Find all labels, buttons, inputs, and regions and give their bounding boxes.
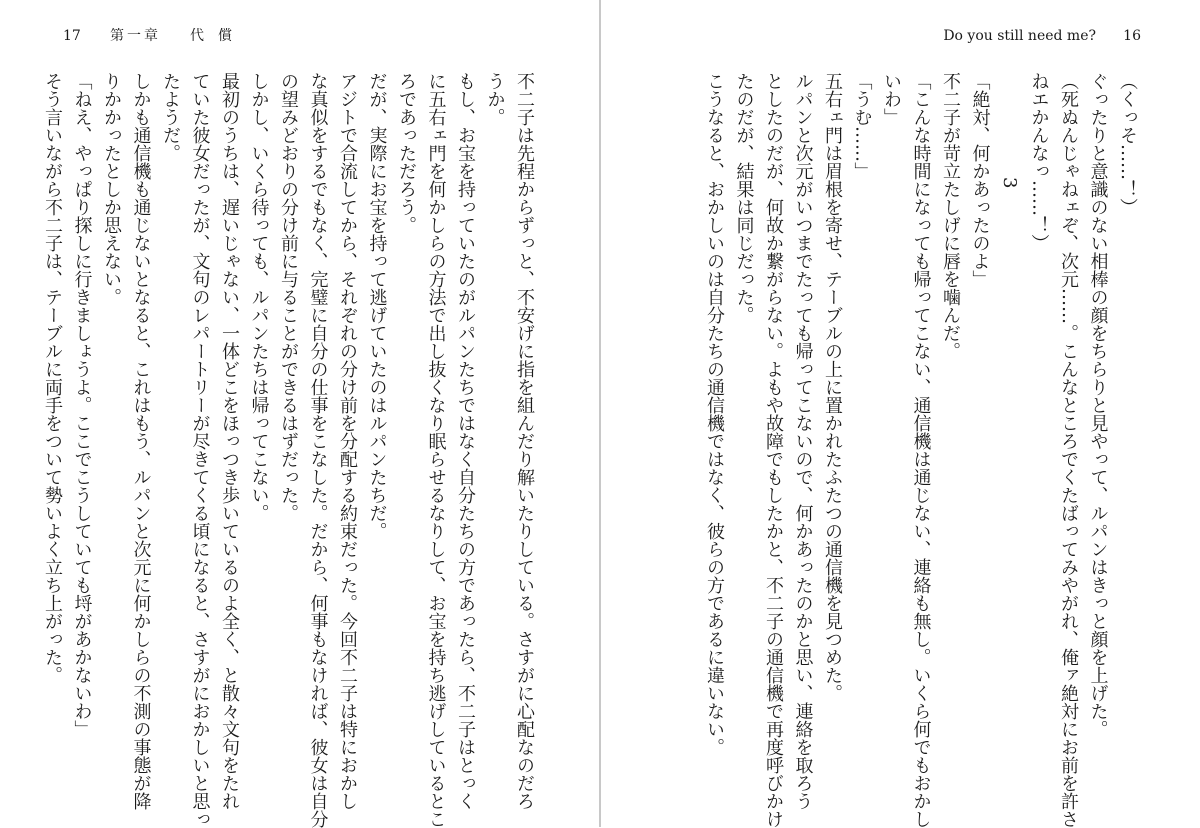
text-line: 「こんな時間になっても帰ってこない、通信機は通じない、連絡も無し。いくら何でもおかし xyxy=(910,72,932,828)
text-line: ねエかんなっ……！） xyxy=(1028,72,1050,252)
chapter-label: 第一章 xyxy=(110,28,161,44)
text-line: アジトで合流してから、それぞれの分け前を分配する約束だった。今回不二子は特におかし xyxy=(337,72,358,810)
text-line: もし、お宝を持っていたのがルパンたちではなく自分たちの方であったら、不二子はとっく xyxy=(455,72,476,810)
text-line: ルパンと次元がいつまでたっても帰ってこないので、何かあったのかと思い、連絡を取ろう xyxy=(792,72,814,810)
text-line: いわ」 xyxy=(881,72,902,126)
scene-number: 3 xyxy=(999,177,1020,189)
running-title: Do you still need me? xyxy=(943,28,1096,44)
text-line: 「ねえ、やっぱり探しに行きましょうよ。ここでこうしていても埒があかないわ」 xyxy=(71,72,93,738)
page-number: 16 xyxy=(1123,28,1141,44)
text-line: うか。 xyxy=(484,72,506,126)
right-page-text xyxy=(662,72,1142,828)
text-line: しかし、いくら待っても、ルパンたちは帰ってこない。 xyxy=(248,72,270,522)
text-line: そう言いながら不二子は、テーブルに両手をついて勢いよく立ち上がった。 xyxy=(42,72,63,684)
text-line: だが、実際にお宝を持って逃げていたのはルパンたちだ。 xyxy=(366,72,388,540)
text-line: に五右ェ門を何かしらの方法で出し抜くなり眠らせるなりして、お宝を持ち逃げしているとこ xyxy=(425,72,447,828)
page-number: 17 xyxy=(63,28,81,44)
chapter-title: 代償 xyxy=(190,28,246,44)
text-line: たのだが、結果は同じだった。 xyxy=(733,72,755,324)
text-line: としたのだが、何故か繋がらない。よもや故障でもしたかと、不二子の通信機で再度呼びかけ xyxy=(763,72,784,828)
text-line: 「うむ……」 xyxy=(851,72,873,180)
text-line: こうなると、おかしいのは自分たちの通信機ではなく、彼らの方であるに違いない。 xyxy=(704,72,725,756)
text-line: 「絶対、何かあったのよ」 xyxy=(969,72,991,288)
left-page-text xyxy=(42,72,539,828)
right-page xyxy=(601,0,1200,827)
text-line: ろであっただろう。 xyxy=(396,72,417,234)
left-page xyxy=(0,0,599,827)
text-line: 五右ェ門は眉根を寄せ、テーブルの上に置かれたふたつの通信機を見つめた。 xyxy=(822,72,843,702)
text-line: の望みどおりの分け前に与ることができるはずだった。 xyxy=(278,72,299,522)
text-line: たようだ。 xyxy=(160,72,181,162)
text-line: しかも通信機も通じないとなると、これはもう、ルパンと次元に何かしらの不測の事態が降 xyxy=(130,72,152,810)
text-line: りかかったとしか思えない。 xyxy=(101,72,122,306)
text-line: な真似をするでもなく、完璧に自分の仕事をこなした。だから、何事もなければ、彼女は自分 xyxy=(307,72,329,828)
text-line: 不二子は先程からずっと、不安げに指を組んだり解いたりしている。さすがに心配なのだろ xyxy=(514,72,535,810)
text-line: （死ぬんじゃねェぞ、次元……。こんなところでくたばってみやがれ、俺ァ絶対にお前を許さ xyxy=(1058,72,1079,828)
text-line: ていた彼女だったが、文句のレパートリーが尽きてくる頃になると、さすがにおかしいと思っ xyxy=(189,72,211,828)
text-line: 不二子が苛立たしげに唇を噛んだ。 xyxy=(940,72,961,360)
text-line: 最初のうちは、遅いじゃない、一体どこをほっつき歩いているのよ全く、と散々文句をたれ xyxy=(219,72,240,810)
text-line: （くっそ……！） xyxy=(1117,72,1138,216)
text-line: ぐったりと意識のない相棒の顔をちらりと見やって、ルパンはきっと顔を上げた。 xyxy=(1087,72,1109,738)
